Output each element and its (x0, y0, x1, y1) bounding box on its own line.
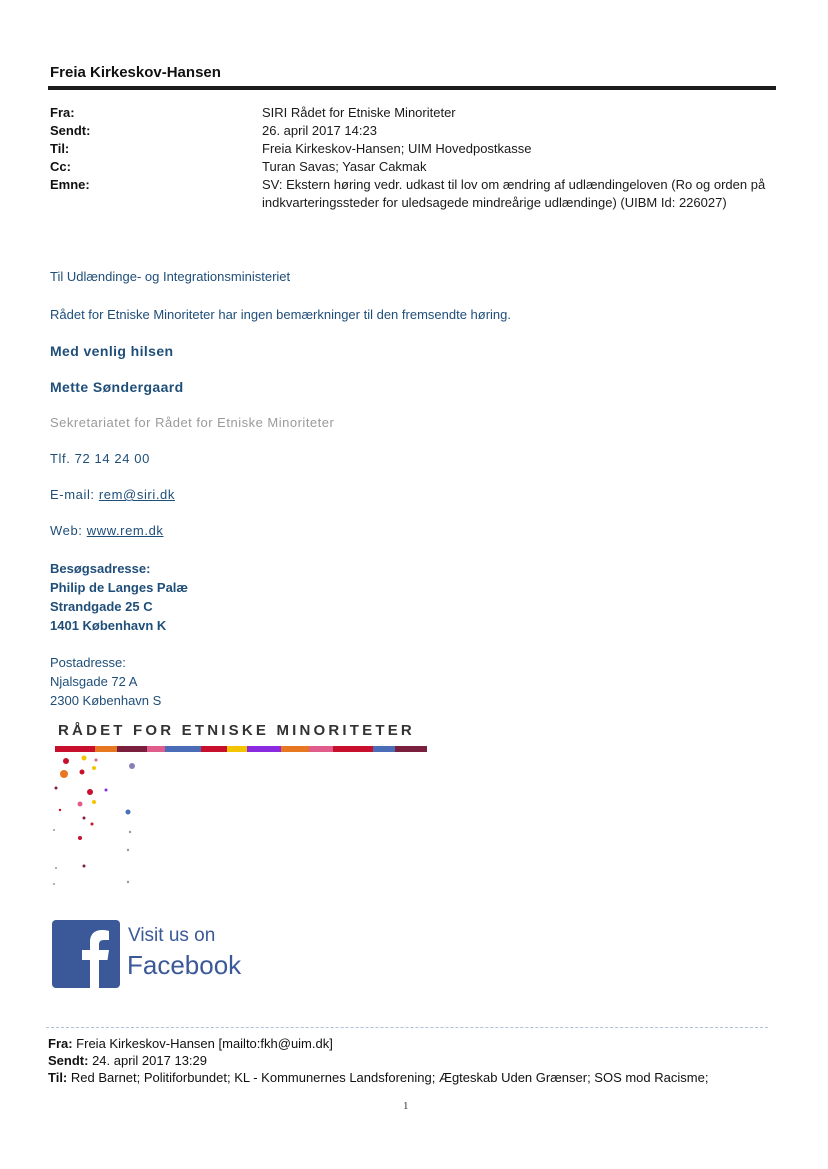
email-line (50, 487, 175, 502)
visit-address-label: Besøgsadresse: (50, 561, 151, 576)
header-row-cc (50, 158, 780, 176)
header-divider (48, 86, 776, 90)
facebook-visit-text: Visit us on (128, 925, 216, 946)
signer-name: Mette Søndergaard (50, 379, 184, 395)
facebook-icon[interactable] (52, 920, 120, 988)
email-link[interactable]: rem@siri.dk (98, 487, 175, 502)
greeting: Til Udlændinge- og Integrationsministeriet (50, 269, 291, 284)
header-row-sent (50, 122, 780, 140)
forwarded-sent-value: 24. april 2017 13:29 (88, 1053, 207, 1068)
header-value: Freia Kirkeskov-Hansen; UIM Hovedpostkasse (262, 141, 532, 156)
header-label: Cc: (50, 159, 71, 174)
forwarded-from-value: Freia Kirkeskov-Hansen [mailto:fkh@uim.dk] (72, 1036, 333, 1051)
visit-address (50, 559, 188, 635)
message-text: Rådet for Etniske Minoriteter har ingen bemærkninger til den fremsendte høring. (50, 307, 511, 322)
phone: Tlf. 72 14 24 00 (50, 451, 150, 466)
forwarded-to-value: Red Barnet; Politiforbundet; KL - Kommunernes Landsforening; Ægteskab Uden Grænser; SOS mod Racisme; (67, 1070, 709, 1085)
postal-address-line: 2300 København S (50, 693, 162, 708)
forwarded-sent-label: Sendt: (48, 1053, 89, 1068)
logo-dots (48, 752, 148, 892)
forwarded-to (48, 1069, 708, 1086)
page-number: 1 (403, 1100, 409, 1112)
web-line (50, 523, 164, 538)
postal-address-line: Njalsgade 72 A (50, 674, 138, 689)
postal-address (50, 653, 161, 710)
forwarded-from-label: Fra: (48, 1036, 73, 1051)
header-row-from (50, 104, 780, 122)
forwarded-from (48, 1035, 333, 1052)
visit-address-line: 1401 København K (50, 618, 167, 633)
header-label: Emne: (50, 177, 90, 192)
header-value: 26. april 2017 14:23 (262, 123, 377, 138)
header-label: Til: (50, 141, 70, 156)
postal-address-label: Postadresse: (50, 655, 126, 670)
web-label: Web: (50, 523, 87, 538)
facebook-name[interactable]: Facebook (127, 950, 242, 980)
header-row-to (50, 140, 780, 158)
header-value: Turan Savas; Yasar Cakmak (262, 159, 427, 174)
header-label: Sendt: (50, 123, 91, 138)
forwarded-to-label: Til: (48, 1070, 68, 1085)
email-label: E-mail: (50, 487, 99, 502)
header-label: Fra: (50, 105, 75, 120)
facebook-f-icon (52, 920, 120, 988)
forward-separator (46, 1027, 768, 1029)
visit-address-line: Philip de Langes Palæ (50, 580, 188, 595)
forwarded-sent (48, 1052, 207, 1069)
secretariat: Sekretariatet for Rådet for Etniske Minoriteter (50, 415, 335, 430)
header-row-subject (50, 176, 780, 232)
web-link[interactable]: www.rem.dk (86, 523, 164, 538)
header-value: SIRI Rådet for Etniske Minoriteter (262, 105, 456, 120)
visit-address-line: Strandgade 25 C (50, 599, 153, 614)
header-value: SV: Ekstern høring vedr. udkast til lov om ændring af udlændingeloven (Ro og orden på indkvarteringssteder for uledsagede mindreårige udlændinge) (UIBM Id: 226027) (262, 177, 766, 210)
closing: Med venlig hilsen (50, 343, 174, 359)
logo-title: RÅDET FOR ETNISKE MINORITETER (58, 722, 415, 739)
sender-name: Freia Kirkeskov-Hansen (50, 64, 221, 81)
